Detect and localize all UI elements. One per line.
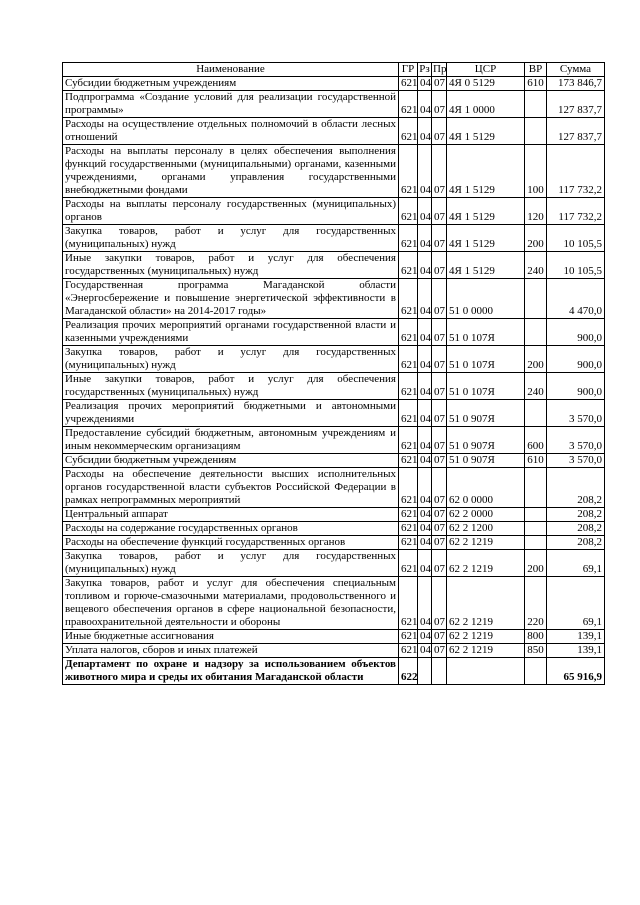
cell-vr: 850 [525, 644, 547, 658]
cell-pr: 07 [432, 198, 447, 225]
cell-pr: 07 [432, 536, 447, 550]
cell-vr [525, 319, 547, 346]
cell-sum: 208,2 [547, 522, 605, 536]
cell-rz: 04 [418, 508, 432, 522]
cell-sum: 900,0 [547, 373, 605, 400]
cell-gr: 621 [399, 400, 418, 427]
table-row [63, 279, 605, 319]
table-row [63, 400, 605, 427]
cell-sum: 65 916,9 [547, 658, 605, 685]
cell-name: Закупка товаров, работ и услуг для государственных (муниципальных) нужд [63, 346, 399, 373]
cell-vr [525, 468, 547, 508]
cell-pr: 07 [432, 279, 447, 319]
cell-csr: 51 0 907Я [447, 454, 525, 468]
cell-name: Закупка товаров, работ и услуг для государственных (муниципальных) нужд [63, 550, 399, 577]
cell-vr [525, 118, 547, 145]
cell-sum: 139,1 [547, 630, 605, 644]
cell-pr: 07 [432, 468, 447, 508]
table-row [63, 522, 605, 536]
cell-name: Расходы на содержание государственных органов [63, 522, 399, 536]
cell-name: Подпрограмма «Создание условий для реализации государственной программы» [63, 91, 399, 118]
cell-name: Центральный аппарат [63, 508, 399, 522]
cell-sum: 3 570,0 [547, 400, 605, 427]
table-row [63, 630, 605, 644]
cell-gr: 621 [399, 550, 418, 577]
table-row [63, 252, 605, 279]
table-body [63, 77, 605, 685]
cell-csr: 51 0 907Я [447, 400, 525, 427]
cell-name: Расходы на обеспечение функций государственных органов [63, 536, 399, 550]
cell-sum: 117 732,2 [547, 198, 605, 225]
cell-vr: 200 [525, 550, 547, 577]
cell-name: Реализация прочих мероприятий бюджетными и автономными учреждениями [63, 400, 399, 427]
cell-gr: 621 [399, 77, 418, 91]
table-row [63, 198, 605, 225]
table-row [63, 225, 605, 252]
cell-csr: 4Я 0 5129 [447, 77, 525, 91]
cell-name: Департамент по охране и надзору за использованием объектов животного мира и среды их обитания Магаданской области [63, 658, 399, 685]
cell-sum: 3 570,0 [547, 454, 605, 468]
cell-csr: 62 2 1219 [447, 536, 525, 550]
document-page [62, 62, 604, 685]
cell-vr: 200 [525, 225, 547, 252]
cell-pr: 07 [432, 550, 447, 577]
cell-rz: 04 [418, 536, 432, 550]
cell-name: Расходы на осуществление отдельных полномочий в области лесных отношений [63, 118, 399, 145]
cell-name: Расходы на выплаты персоналу в целях обеспечения выполнения функций государственными (муниципальными) органами, казенными учреждениями, органами управления государственными внебюджетными фондами [63, 145, 399, 198]
table-row [63, 427, 605, 454]
cell-rz: 04 [418, 118, 432, 145]
cell-pr: 07 [432, 522, 447, 536]
cell-rz: 04 [418, 279, 432, 319]
header-pr: Пр [433, 63, 447, 75]
cell-rz: 04 [418, 400, 432, 427]
cell-vr: 240 [525, 373, 547, 400]
cell-rz: 04 [418, 77, 432, 91]
cell-gr: 621 [399, 252, 418, 279]
table-row [63, 536, 605, 550]
cell-gr: 621 [399, 644, 418, 658]
cell-csr: 4Я 1 0000 [447, 91, 525, 118]
table-row [63, 373, 605, 400]
cell-pr: 07 [432, 508, 447, 522]
cell-sum: 900,0 [547, 319, 605, 346]
cell-vr [525, 91, 547, 118]
cell-rz [418, 658, 432, 685]
cell-rz: 04 [418, 630, 432, 644]
cell-rz: 04 [418, 373, 432, 400]
cell-pr: 07 [432, 346, 447, 373]
table-row [63, 577, 605, 630]
cell-vr: 610 [525, 454, 547, 468]
table-row [63, 468, 605, 508]
cell-sum: 127 837,7 [547, 91, 605, 118]
cell-sum: 10 105,5 [547, 225, 605, 252]
cell-gr: 621 [399, 373, 418, 400]
cell-pr: 07 [432, 427, 447, 454]
cell-gr: 622 [399, 658, 418, 685]
cell-vr: 800 [525, 630, 547, 644]
cell-name: Расходы на выплаты персоналу государственных (муниципальных) органов [63, 198, 399, 225]
cell-pr: 07 [432, 400, 447, 427]
cell-csr: 62 2 1219 [447, 577, 525, 630]
cell-vr [525, 536, 547, 550]
cell-name: Субсидии бюджетным учреждениям [63, 454, 399, 468]
table-row [63, 91, 605, 118]
cell-rz: 04 [418, 468, 432, 508]
cell-rz: 04 [418, 225, 432, 252]
cell-csr: 51 0 107Я [447, 373, 525, 400]
cell-rz: 04 [418, 319, 432, 346]
header-sum: Сумма [547, 63, 605, 77]
cell-csr: 51 0 107Я [447, 346, 525, 373]
cell-rz: 04 [418, 346, 432, 373]
cell-pr: 07 [432, 630, 447, 644]
cell-vr: 610 [525, 77, 547, 91]
cell-name: Государственная программа Магаданской области «Энергосбережение и повышение энергетической эффективности в Магаданской области» на 2014-2017 годы» [63, 279, 399, 319]
cell-name: Закупка товаров, работ и услуг для обеспечения специальным топливом и горюче-смазочными материалами, продовольственного и вещевого обеспечения органов в сфере национальной безопасности, правоохранительной деятельности и обороны [63, 577, 399, 630]
cell-pr: 07 [432, 577, 447, 630]
cell-gr: 621 [399, 468, 418, 508]
cell-csr: 51 0 907Я [447, 427, 525, 454]
cell-sum: 10 105,5 [547, 252, 605, 279]
cell-name: Иные закупки товаров, работ и услуг для обеспечения государственных (муниципальных) нужд [63, 373, 399, 400]
table-row [63, 550, 605, 577]
cell-sum: 900,0 [547, 346, 605, 373]
cell-vr [525, 522, 547, 536]
cell-gr: 621 [399, 91, 418, 118]
cell-csr [447, 658, 525, 685]
cell-csr: 4Я 1 5129 [447, 252, 525, 279]
cell-csr: 62 2 1219 [447, 550, 525, 577]
cell-sum: 3 570,0 [547, 427, 605, 454]
cell-sum: 4 470,0 [547, 279, 605, 319]
cell-csr: 62 2 0000 [447, 508, 525, 522]
cell-rz: 04 [418, 91, 432, 118]
cell-rz: 04 [418, 644, 432, 658]
cell-sum: 69,1 [547, 550, 605, 577]
cell-csr: 4Я 1 5129 [447, 198, 525, 225]
cell-gr: 621 [399, 522, 418, 536]
cell-vr [525, 279, 547, 319]
cell-gr: 621 [399, 508, 418, 522]
cell-pr: 07 [432, 454, 447, 468]
cell-csr: 51 0 107Я [447, 319, 525, 346]
cell-vr: 600 [525, 427, 547, 454]
cell-name: Предоставление субсидий бюджетным, автономным учреждениям и иным некоммерческим организациям [63, 427, 399, 454]
cell-rz: 04 [418, 577, 432, 630]
cell-gr: 621 [399, 577, 418, 630]
cell-gr: 621 [399, 346, 418, 373]
cell-rz: 04 [418, 454, 432, 468]
cell-csr: 4Я 1 5129 [447, 145, 525, 198]
cell-csr: 62 2 1200 [447, 522, 525, 536]
cell-rz: 04 [418, 550, 432, 577]
budget-table [62, 62, 605, 685]
table-row [63, 319, 605, 346]
cell-name: Уплата налогов, сборов и иных платежей [63, 644, 399, 658]
cell-gr: 621 [399, 319, 418, 346]
cell-pr: 07 [432, 644, 447, 658]
cell-sum: 69,1 [547, 577, 605, 630]
cell-csr: 51 0 0000 [447, 279, 525, 319]
cell-vr: 240 [525, 252, 547, 279]
cell-pr: 07 [432, 77, 447, 91]
cell-sum: 117 732,2 [547, 145, 605, 198]
cell-csr: 62 2 1219 [447, 644, 525, 658]
table-row [63, 145, 605, 198]
cell-csr: 62 0 0000 [447, 468, 525, 508]
cell-rz: 04 [418, 145, 432, 198]
cell-gr: 621 [399, 630, 418, 644]
cell-name: Иные бюджетные ассигнования [63, 630, 399, 644]
table-row [63, 118, 605, 145]
cell-rz: 04 [418, 427, 432, 454]
cell-gr: 621 [399, 279, 418, 319]
cell-sum: 208,2 [547, 508, 605, 522]
cell-gr: 621 [399, 454, 418, 468]
table-row [63, 454, 605, 468]
cell-vr: 200 [525, 346, 547, 373]
cell-pr: 07 [432, 91, 447, 118]
cell-sum: 208,2 [547, 468, 605, 508]
cell-vr: 100 [525, 145, 547, 198]
cell-pr: 07 [432, 373, 447, 400]
cell-csr: 4Я 1 5129 [447, 118, 525, 145]
cell-sum: 208,2 [547, 536, 605, 550]
cell-pr [432, 658, 447, 685]
cell-name: Иные закупки товаров, работ и услуг для обеспечения государственных (муниципальных) нужд [63, 252, 399, 279]
cell-rz: 04 [418, 198, 432, 225]
cell-csr: 4Я 1 5129 [447, 225, 525, 252]
table-row [63, 644, 605, 658]
cell-vr: 120 [525, 198, 547, 225]
table-header-row [63, 63, 605, 77]
cell-pr: 07 [432, 319, 447, 346]
cell-gr: 621 [399, 145, 418, 198]
header-csr: ЦСР [447, 63, 525, 77]
cell-csr: 62 2 1219 [447, 630, 525, 644]
cell-gr: 621 [399, 225, 418, 252]
header-gr: ГР [399, 63, 418, 77]
cell-pr: 07 [432, 145, 447, 198]
table-row [63, 346, 605, 373]
cell-gr: 621 [399, 427, 418, 454]
cell-gr: 621 [399, 118, 418, 145]
header-vr: ВР [525, 63, 547, 77]
cell-name: Субсидии бюджетным учреждениям [63, 77, 399, 91]
table-row [63, 508, 605, 522]
cell-gr: 621 [399, 536, 418, 550]
cell-pr: 07 [432, 118, 447, 145]
cell-vr [525, 508, 547, 522]
cell-rz: 04 [418, 522, 432, 536]
header-name: Наименование [63, 63, 399, 77]
table-row [63, 77, 605, 91]
cell-gr: 621 [399, 198, 418, 225]
cell-name: Расходы на обеспечение деятельности высших исполнительных органов государственной власти субъектов Российской Федерации в рамках непрограммных мероприятий [63, 468, 399, 508]
table-row [63, 658, 605, 685]
cell-pr: 07 [432, 225, 447, 252]
cell-sum: 127 837,7 [547, 118, 605, 145]
cell-name: Реализация прочих мероприятий органами государственной власти и казенными учреждениями [63, 319, 399, 346]
cell-sum: 139,1 [547, 644, 605, 658]
cell-sum: 173 846,7 [547, 77, 605, 91]
cell-vr: 220 [525, 577, 547, 630]
cell-vr [525, 658, 547, 685]
header-rz: Рз [419, 63, 430, 75]
cell-name: Закупка товаров, работ и услуг для государственных (муниципальных) нужд [63, 225, 399, 252]
cell-pr: 07 [432, 252, 447, 279]
cell-vr [525, 400, 547, 427]
cell-rz: 04 [418, 252, 432, 279]
